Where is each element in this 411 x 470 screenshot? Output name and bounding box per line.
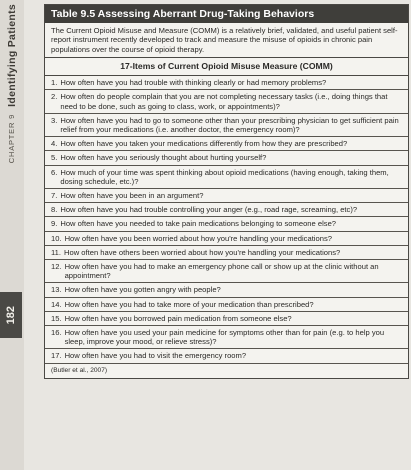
item-number: 1. (51, 78, 58, 88)
item-question: How often have you needed to take pain medications belonging to someone else? (60, 219, 337, 229)
item-question: How much of your time was spent thinking about opioid medications (having enough, taking them, dosing schedule, etc.)? (60, 167, 389, 186)
item-question: How often have others been worried about how you're handling your medications? (64, 247, 341, 257)
item-number: 11. (51, 247, 61, 257)
chapter-label: CHAPTER 9 (7, 113, 16, 164)
item-question: How often have you had trouble controlling your anger (e.g., road rage, screaming, etc)? (60, 205, 358, 215)
item-question: How often have you had to take more of your medication than prescribed? (64, 299, 314, 309)
table-heading: 17-Items of Current Opioid Misuse Measure (COMM) (45, 58, 408, 76)
item-number: 6. (51, 167, 58, 177)
table-row (45, 76, 408, 90)
table-row (45, 246, 408, 260)
table-row (45, 283, 408, 297)
item-number: 16. (51, 328, 62, 338)
table-row (45, 166, 408, 189)
table-row (45, 137, 408, 151)
item-question: How often have you used your pain medicine for symptoms other than for pain (e.g. to help you sleep, improve your mood, or relieve stress)? (64, 328, 385, 347)
item-number: 17. (51, 351, 62, 361)
item-question: How often have you been in an argument? (60, 191, 204, 201)
comm-table (44, 4, 409, 379)
item-question: How often have you been worried about how you're handling your medications? (64, 233, 332, 243)
item-question: How often have you had to visit the emergency room? (64, 351, 247, 361)
chapter-running-head (2, 4, 22, 204)
item-question: How often have you had trouble with thinking clearly or had memory problems? (60, 78, 327, 88)
item-number: 13. (51, 285, 62, 295)
table-row (45, 326, 408, 349)
item-number: 9. (51, 219, 58, 229)
chapter-title: Identifying Patients (6, 4, 18, 107)
item-question: How often have you had to go to someone other than your prescribing physician to get sufficient pain relief from your medications (i.e. another doctor, the emergency room)? (60, 115, 399, 135)
table-row (45, 298, 408, 312)
item-question: How often have you borrowed pain medication from someone else? (64, 313, 292, 323)
page-number-tab (0, 292, 22, 338)
table-row (45, 114, 408, 137)
table-row (45, 90, 408, 113)
table-row (45, 151, 408, 165)
item-number: 4. (51, 139, 58, 149)
table-row (45, 217, 408, 231)
item-question: How often have you seriously thought about hurting yourself? (60, 153, 267, 163)
item-number: 14. (51, 299, 62, 309)
table-row (45, 349, 408, 363)
table-row (45, 232, 408, 246)
item-number: 10. (51, 233, 62, 243)
table-row (45, 312, 408, 326)
item-list (45, 76, 408, 363)
item-question: How often have you taken your medications differently from how they are prescribed? (60, 139, 348, 149)
table-row (45, 203, 408, 217)
item-number: 2. (51, 92, 58, 102)
chapter-sidebar (0, 0, 24, 470)
item-number: 5. (51, 153, 58, 163)
table-title: Table 9.5 Assessing Aberrant Drug-Taking Behaviors (45, 5, 408, 23)
table-citation: (Butler et al., 2007) (51, 366, 108, 374)
item-number: 15. (51, 313, 62, 323)
item-question: How often have you had to make an emergency phone call or show up at the clinic without an appointment? (64, 262, 379, 281)
item-question: How often do people complain that you are not completing necessary tasks (i.e., doing things that need to be done, such as going to class, work, or appointments)? (60, 92, 388, 111)
page-number: 182 (5, 305, 17, 325)
item-number: 3. (51, 115, 58, 125)
item-question: How often have you gotten angry with people? (64, 285, 221, 295)
table-row (45, 189, 408, 203)
table-intro: The Current Opioid Misuse and Measure (COMM) is a relatively brief, validated, and useful patient self-report instrument recently developed to track and measure the misuse of opioids in chronic pain populations over the course of opioid therapy. (45, 23, 408, 58)
table-row (45, 260, 408, 283)
item-number: 7. (51, 191, 58, 201)
item-number: 12. (51, 262, 62, 272)
item-number: 8. (51, 205, 58, 215)
